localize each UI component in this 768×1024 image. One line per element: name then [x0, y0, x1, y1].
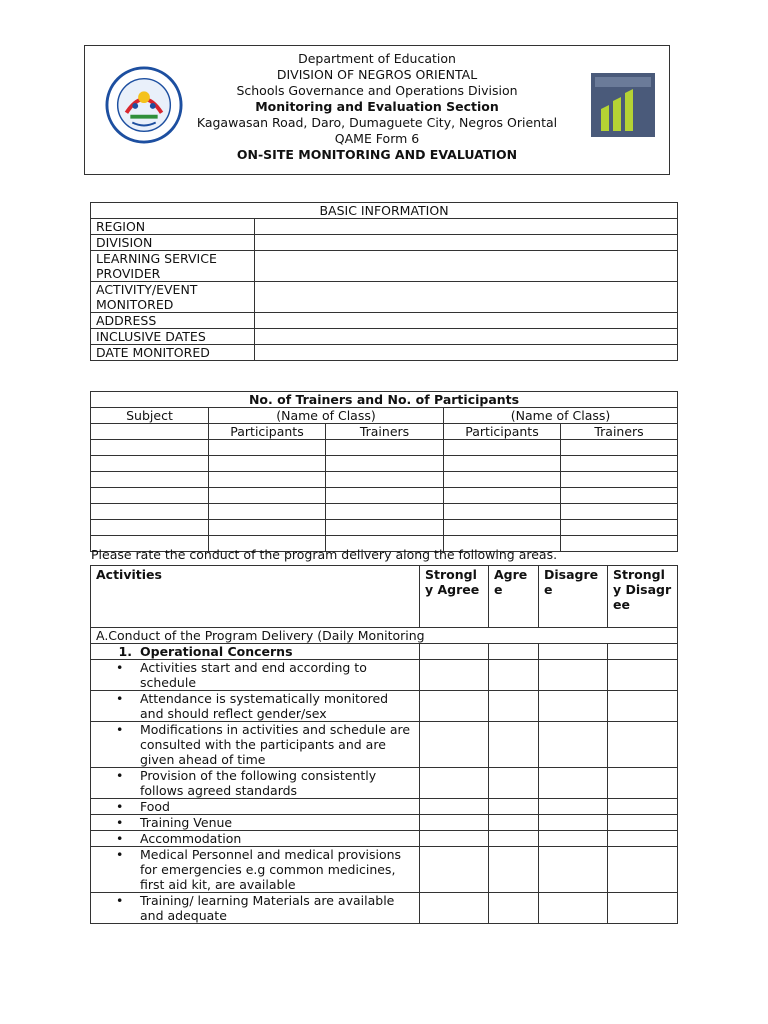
- cell[interactable]: [561, 456, 678, 472]
- table-row: [91, 660, 678, 691]
- cell[interactable]: [561, 488, 678, 504]
- rating-cell[interactable]: [489, 893, 539, 924]
- participants-header: Participants: [209, 424, 326, 440]
- header-department: Department of Education: [298, 51, 456, 66]
- bullet-icon: •: [116, 722, 124, 737]
- table-row: [91, 504, 678, 520]
- item-label: Medical Personnel and medical provisions for emergencies e.g common medicines, first aid kit, are available: [140, 847, 402, 892]
- rating-cell[interactable]: [420, 691, 489, 722]
- rating-cell[interactable]: [608, 893, 678, 924]
- bullet-icon: •: [116, 847, 124, 862]
- form-title: ON-SITE MONITORING AND EVALUATION: [236, 147, 518, 162]
- field-address[interactable]: [255, 313, 678, 329]
- cell[interactable]: [91, 520, 209, 536]
- rating-cell[interactable]: [489, 847, 539, 893]
- rating-cell[interactable]: [608, 691, 678, 722]
- rating-cell[interactable]: [420, 660, 489, 691]
- cell[interactable]: [326, 504, 444, 520]
- cell[interactable]: [561, 440, 678, 456]
- cell[interactable]: [561, 472, 678, 488]
- ratings-table: [90, 565, 678, 924]
- cell[interactable]: [326, 488, 444, 504]
- rating-cell[interactable]: [539, 847, 608, 893]
- rating-cell[interactable]: [489, 768, 539, 799]
- rating-cell[interactable]: [608, 768, 678, 799]
- cell[interactable]: [561, 520, 678, 536]
- m-and-e-section-logo-icon: [591, 73, 655, 137]
- strongly-disagree-header: Strongly Disagree: [608, 566, 678, 628]
- cell[interactable]: [326, 520, 444, 536]
- rating-cell[interactable]: [489, 799, 539, 815]
- basic-information-title: BASIC INFORMATION: [91, 203, 678, 219]
- rating-cell[interactable]: [539, 893, 608, 924]
- cell[interactable]: [561, 504, 678, 520]
- class-2-header: (Name of Class): [444, 408, 678, 424]
- cell[interactable]: [91, 488, 209, 504]
- item-label: Modifications in activities and schedule are consulted with the participants and are given ahead of time: [140, 722, 411, 767]
- rating-cell[interactable]: [489, 831, 539, 847]
- form-header: [84, 45, 670, 175]
- rating-cell[interactable]: [489, 660, 539, 691]
- item-label: Activities start and end according to schedule: [140, 660, 367, 690]
- item-label: Training Venue: [140, 815, 233, 830]
- table-row: [91, 831, 678, 847]
- operational-concerns-label: Operational Concerns: [140, 644, 293, 659]
- subject-subheader-blank: [91, 424, 209, 440]
- rating-cell[interactable]: [539, 831, 608, 847]
- item-label: Food: [140, 799, 170, 814]
- cell[interactable]: [91, 440, 209, 456]
- participants-header: Participants: [444, 424, 561, 440]
- rating-cell[interactable]: [420, 768, 489, 799]
- subject-header: Subject: [91, 408, 209, 424]
- agree-header: Agree: [489, 566, 539, 628]
- item-label: Attendance is systematically monitored and should reflect gender/sex: [140, 691, 389, 721]
- rating-cell[interactable]: [420, 644, 489, 660]
- cell[interactable]: [91, 456, 209, 472]
- table-row: [91, 520, 678, 536]
- cell[interactable]: [209, 504, 326, 520]
- table-row: [91, 722, 678, 768]
- bullet-icon: •: [116, 768, 124, 783]
- basic-information-table: [90, 202, 678, 361]
- cell[interactable]: [91, 504, 209, 520]
- field-learning-service-provider[interactable]: [255, 251, 678, 282]
- cell[interactable]: [209, 440, 326, 456]
- header-sgod: Schools Governance and Operations Division: [236, 83, 518, 98]
- rating-cell[interactable]: [420, 722, 489, 768]
- activities-header: Activities: [91, 566, 420, 628]
- rating-cell[interactable]: [489, 644, 539, 660]
- disagree-header: Disagree: [539, 566, 608, 628]
- cell[interactable]: [209, 472, 326, 488]
- rating-cell[interactable]: [420, 847, 489, 893]
- label-region: REGION: [91, 219, 255, 235]
- table-row: [91, 440, 678, 456]
- rating-cell[interactable]: [420, 799, 489, 815]
- rating-cell[interactable]: [539, 799, 608, 815]
- table-row: [91, 691, 678, 722]
- rating-cell[interactable]: [608, 831, 678, 847]
- trainers-table-title: No. of Trainers and No. of Participants: [91, 392, 678, 408]
- field-activity-event[interactable]: [255, 282, 678, 313]
- trainers-header: Trainers: [561, 424, 678, 440]
- trainers-header: Trainers: [326, 424, 444, 440]
- cell[interactable]: [444, 456, 561, 472]
- label-learning-service-provider: LEARNING SERVICE PROVIDER: [91, 251, 255, 282]
- table-row: [91, 456, 678, 472]
- label-division: DIVISION: [91, 235, 255, 251]
- rating-cell[interactable]: [608, 660, 678, 691]
- item-label: Accommodation: [140, 831, 242, 846]
- cell[interactable]: [209, 520, 326, 536]
- cell[interactable]: [326, 456, 444, 472]
- class-1-header: (Name of Class): [209, 408, 444, 424]
- bullet-icon: •: [116, 691, 124, 706]
- operational-concerns-heading: [91, 644, 420, 660]
- rating-cell[interactable]: [539, 660, 608, 691]
- rating-cell[interactable]: [608, 722, 678, 768]
- header-section: Monitoring and Evaluation Section: [255, 99, 499, 114]
- rating-cell[interactable]: [608, 815, 678, 831]
- cell[interactable]: [444, 488, 561, 504]
- table-row: [91, 893, 678, 924]
- bullet-icon: •: [116, 660, 124, 675]
- cell[interactable]: [326, 472, 444, 488]
- label-address: ADDRESS: [91, 313, 255, 329]
- trainers-participants-table: [90, 391, 678, 552]
- cell[interactable]: [444, 472, 561, 488]
- field-region[interactable]: [255, 219, 678, 235]
- rating-cell[interactable]: [608, 847, 678, 893]
- field-date-monitored[interactable]: [255, 345, 678, 361]
- rating-cell[interactable]: [608, 644, 678, 660]
- cell[interactable]: [91, 472, 209, 488]
- table-row: [91, 815, 678, 831]
- rating-cell[interactable]: [608, 799, 678, 815]
- bullet-icon: •: [116, 815, 124, 830]
- rating-cell[interactable]: [420, 831, 489, 847]
- bullet-icon: •: [116, 799, 124, 814]
- header-address: Kagawasan Road, Daro, Dumaguete City, Negros Oriental: [196, 115, 558, 130]
- header-form-number: QAME Form 6: [334, 131, 420, 146]
- rating-instructions: Please rate the conduct of the program delivery along the following areas.: [91, 547, 558, 562]
- cell[interactable]: [561, 536, 678, 552]
- rating-cell[interactable]: [420, 893, 489, 924]
- cell[interactable]: [209, 488, 326, 504]
- cell[interactable]: [444, 520, 561, 536]
- section-number: 1.: [118, 644, 132, 659]
- table-row: [91, 488, 678, 504]
- rating-cell[interactable]: [489, 815, 539, 831]
- cell[interactable]: [444, 440, 561, 456]
- table-row: [91, 768, 678, 799]
- table-row: [91, 799, 678, 815]
- item-label: Training/ learning Materials are available and adequate: [140, 893, 395, 923]
- field-inclusive-dates[interactable]: [255, 329, 678, 345]
- rating-cell[interactable]: [539, 768, 608, 799]
- cell[interactable]: [209, 456, 326, 472]
- rating-cell[interactable]: [539, 722, 608, 768]
- field-division[interactable]: [255, 235, 678, 251]
- header-division: DIVISION OF NEGROS ORIENTAL: [276, 67, 478, 82]
- cell[interactable]: [326, 440, 444, 456]
- table-row: [91, 472, 678, 488]
- bullet-icon: •: [116, 893, 124, 908]
- label-inclusive-dates: INCLUSIVE DATES: [91, 329, 255, 345]
- section-a-heading: A.Conduct of the Program Delivery (Daily Monitoring: [91, 628, 678, 644]
- strongly-agree-header: Strongly Agree: [420, 566, 489, 628]
- rating-cell[interactable]: [420, 815, 489, 831]
- bullet-icon: •: [116, 831, 124, 846]
- table-row: [91, 847, 678, 893]
- rating-cell[interactable]: [539, 815, 608, 831]
- rating-cell[interactable]: [539, 691, 608, 722]
- cell[interactable]: [444, 504, 561, 520]
- item-label: Provision of the following consistently follows agreed standards: [140, 768, 377, 798]
- rating-cell[interactable]: [539, 644, 608, 660]
- label-date-monitored: DATE MONITORED: [91, 345, 255, 361]
- rating-cell[interactable]: [489, 691, 539, 722]
- rating-cell[interactable]: [489, 722, 539, 768]
- label-activity-event: ACTIVITY/EVENT MONITORED: [91, 282, 255, 313]
